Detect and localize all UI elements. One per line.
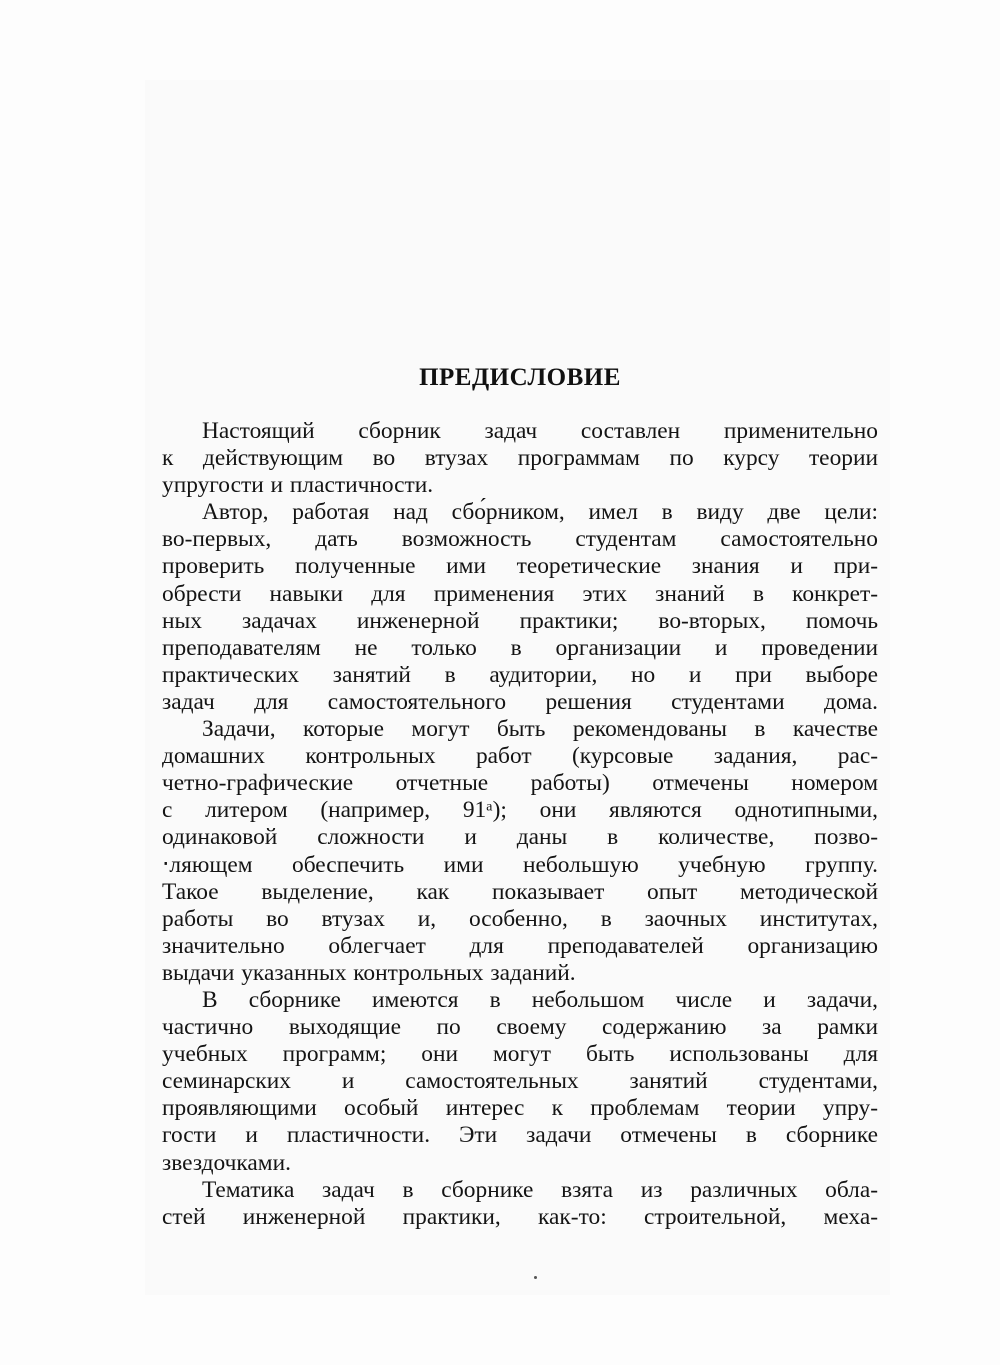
text-line: упругости и пластичности. [162, 472, 434, 499]
text-line: к действующим во втузах программам по курсу теории [162, 445, 878, 472]
paragraph-2 [162, 499, 878, 716]
text-line: Автор, работая над сбо́рником, имел в виду две цели: [202, 499, 878, 526]
text-line: ‧ляющем обеспечить ими небольшую учебную группу. [162, 851, 878, 878]
paragraph-5 [162, 1177, 878, 1231]
text-line: гости и пластичности. Эти задачи отмечены в сборнике [162, 1122, 878, 1149]
text-line: стей инженерной практики, как-то: строительной, меха- [162, 1203, 878, 1230]
text-line: обрести навыки для применения этих знаний в конкрет- [162, 580, 878, 607]
text-line: семинарских и самостоятельных занятий студентами, [162, 1068, 878, 1095]
text-line: одинаковой сложности и даны в количестве, позво- [162, 824, 878, 851]
text-line: В сборнике имеются в небольшом числе и задачи, [202, 986, 878, 1013]
text-line: с литером (например, 91ᵃ); они являются однотипными, [162, 797, 878, 824]
text-line: четно-графические отчетные работы) отмечены номером [162, 770, 878, 797]
print-speck [534, 1276, 537, 1279]
text-line: Тематика задач в сборнике взята из различных обла- [202, 1176, 878, 1203]
text-line: выдачи указанных контрольных заданий. [162, 959, 576, 986]
text-line: домашних контрольных работ (курсовые задания, рас- [162, 743, 878, 770]
paragraph-4 [162, 987, 878, 1177]
text-line: Настоящий сборник задач составлен применительно [202, 418, 878, 444]
text-line: частично выходящие по своему содержанию за рамки [162, 1014, 878, 1041]
paragraph-3 [162, 716, 878, 987]
text-line: ных задачах инженерной практики; во-вторых, помочь [162, 607, 878, 634]
page-title: ПРЕДИСЛОВИЕ [419, 364, 621, 391]
text-line: значительно облегчает для преподавателей организацию [162, 932, 878, 959]
text-line: во-первых, дать возможность студентам самостоятельно [162, 526, 878, 553]
text-line: учебных программ; они могут быть использованы для [162, 1041, 878, 1068]
preface-body [162, 418, 878, 1231]
paragraph-1 [162, 418, 878, 499]
text-line: Такое выделение, как показывает опыт методической [162, 878, 878, 905]
text-line: преподавателям не только в организации и проведении [162, 634, 878, 661]
text-line: Задачи, которые могут быть рекомендованы в качестве [202, 716, 878, 743]
text-line: задач для самостоятельного решения студентами дома. [162, 688, 878, 715]
text-line: звездочками. [162, 1149, 291, 1176]
text-line: проверить полученные ими теоретические знания и при- [162, 553, 878, 580]
text-line: практических занятий в аудитории, но и при выборе [162, 661, 878, 688]
text-line: проявляющими особый интерес к проблемам теории упру- [162, 1095, 878, 1122]
text-line: работы во втузах и, особенно, в заочных институтах, [162, 905, 878, 932]
